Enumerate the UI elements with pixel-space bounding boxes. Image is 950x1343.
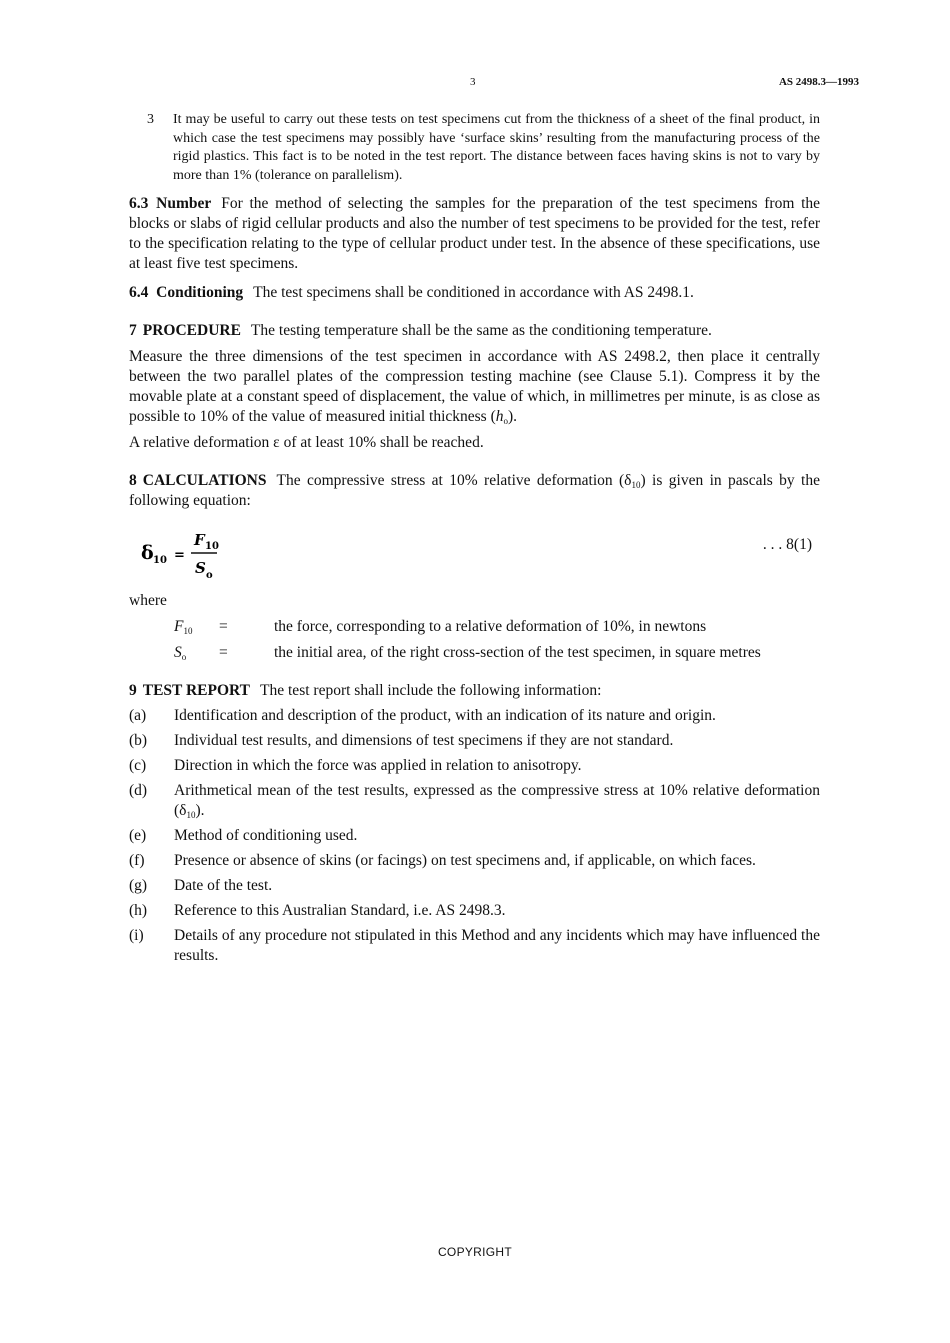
list-item: [129, 706, 820, 726]
eq-numerator-sub: 10: [205, 541, 219, 552]
variable-subscript: o: [181, 652, 187, 662]
list-item: [129, 901, 820, 921]
report-items: [129, 706, 820, 966]
variable-equals: =: [219, 644, 228, 661]
note-text: It may be useful to carry out these tests on test specimens cut from the thickness of a sheet of the final product, in which case the test specimens may possibly have ‘surface skins’ resulting from the manufacturing process of the rigid plastics. This fact is to be noted in the test report. The distance between faces having skins is not to vary by more than 1% (tolerance on parallelism).: [173, 112, 820, 183]
clause-9-number: 9: [129, 682, 137, 699]
item-label: (i): [129, 927, 144, 944]
eq-denominator: S: [195, 559, 206, 577]
procedure-text: Measure the three dimensions of the test specimen in accordance with AS 2498.2, then place it centrally between the two parallel plates of the compression testing machine (see Clause 5.1). Compress it by the movable plate at a constant speed of displacement, the value of which, in millimetres per minute, is as close as possible to 10% of the value of measured initial thickness (: [129, 348, 820, 425]
eq-numerator: F: [194, 531, 205, 549]
item-text: Direction in which the force was applied in relation to anisotropy.: [174, 757, 582, 774]
list-item: [129, 731, 820, 751]
variable-symbol: [174, 643, 219, 663]
item-label: (g): [129, 877, 148, 894]
item-text-part: Arithmetical mean of the test results, expressed as the compressive stress at 10% relative deformation (δ: [174, 782, 820, 819]
clause-6-3: [129, 194, 820, 274]
list-item: [129, 756, 820, 776]
variable-row: [129, 617, 820, 637]
item-text: [174, 781, 820, 821]
variable-letter: S: [174, 644, 182, 661]
clause-8-heading: CALCULATIONS: [142, 472, 267, 489]
item-text: Identification and description of the product, with an indication of its nature and origin.: [174, 707, 716, 724]
eq-denominator-sub: o: [206, 570, 213, 581]
clause-9: [129, 681, 820, 701]
page-content: [129, 111, 820, 966]
clause-7-number: 7: [129, 322, 137, 339]
clause-9-heading: TEST REPORT: [142, 682, 251, 699]
variable-definition: the initial area, of the right cross-section of the test specimen, in square metres: [274, 644, 761, 661]
clause-8-text: The compressive stress at 10% relative deformation (δ: [276, 472, 632, 489]
variable-definitions: [129, 617, 820, 663]
item-text: Reference to this Australian Standard, i.e. AS 2498.3.: [174, 902, 506, 919]
equation-number: . . . 8(1): [762, 536, 812, 553]
list-item: [129, 926, 820, 966]
clause-8-text-end: ) is given in pascals by the following equation:: [129, 472, 820, 509]
where-label: where: [129, 592, 167, 609]
item-label: (b): [129, 732, 148, 749]
copyright-footer: COPYRIGHT: [437, 1245, 513, 1259]
thickness-symbol: h: [495, 408, 504, 425]
page-number: 3: [470, 76, 476, 88]
variable-row: [129, 643, 820, 663]
item-label: (a): [129, 707, 147, 724]
clause-6-4-heading: 6.4 Conditioning: [129, 284, 244, 301]
list-item: [129, 876, 820, 896]
variable-symbol: [174, 617, 219, 637]
item-text: Presence or absence of skins (or facings) on test specimens and, if applicable, on which faces.: [174, 852, 756, 869]
equation-8-1: [129, 527, 820, 585]
item-text-end: ).: [195, 802, 205, 819]
clause-9-text: The test report shall include the following information:: [260, 682, 602, 699]
clause-7: [129, 321, 820, 341]
clause-6-4-text: The test specimens shall be conditioned in accordance with AS 2498.1.: [253, 284, 694, 301]
item-label: (h): [129, 902, 148, 919]
thickness-subscript: o: [503, 416, 508, 426]
delta-subscript: 10: [186, 810, 196, 820]
equation-graphic: [139, 527, 249, 583]
note-3: [147, 111, 820, 185]
list-item: [129, 781, 820, 821]
standard-id: AS 2498.3—1993: [778, 76, 859, 88]
list-item: [129, 826, 820, 846]
item-text: Date of the test.: [174, 877, 273, 894]
item-text: Details of any procedure not stipulated in this Method and any incidents which may have influenced the results.: [174, 927, 820, 964]
clause-6-3-text: For the method of selecting the samples for the preparation of the test specimens from the blocks or slabs of rigid cellular products and also the number of test specimens to be provided for the test, refer to the specification relating to the type of cellular product under test. In the absence of these specifications, use at least five test specimens.: [129, 195, 820, 272]
item-label: (d): [129, 782, 148, 799]
clause-7-text: The testing temperature shall be the same as the conditioning temperature.: [250, 322, 712, 339]
variable-definition: the force, corresponding to a relative deformation of 10%, in newtons: [274, 618, 707, 635]
delta-subscript: 10: [631, 480, 641, 490]
procedure-text-end: ).: [508, 408, 518, 425]
item-text: Individual test results, and dimensions of test specimens if they are not standard.: [174, 732, 674, 749]
item-label: (c): [129, 757, 147, 774]
clause-6-3-heading: 6.3 Number: [129, 195, 212, 212]
clause-6-4: [129, 283, 820, 303]
item-text: Method of conditioning used.: [174, 827, 358, 844]
variable-subscript: 10: [183, 626, 193, 636]
eq-lhs-sub: 10: [153, 555, 167, 566]
deformation-paragraph: A relative deformation ε of at least 10% shall be reached.: [129, 434, 484, 451]
note-number: 3: [147, 112, 154, 127]
procedure-paragraph: [129, 347, 820, 427]
item-label: (f): [129, 852, 145, 869]
clause-8: [129, 471, 820, 511]
eq-lhs: δ: [141, 542, 154, 564]
variable-letter: F: [174, 618, 184, 635]
variable-equals: =: [219, 618, 228, 635]
clause-8-number: 8: [129, 472, 137, 489]
item-label: (e): [129, 827, 147, 844]
clause-7-heading: PROCEDURE: [142, 322, 241, 339]
eq-equals: =: [174, 548, 185, 563]
list-item: [129, 851, 820, 871]
